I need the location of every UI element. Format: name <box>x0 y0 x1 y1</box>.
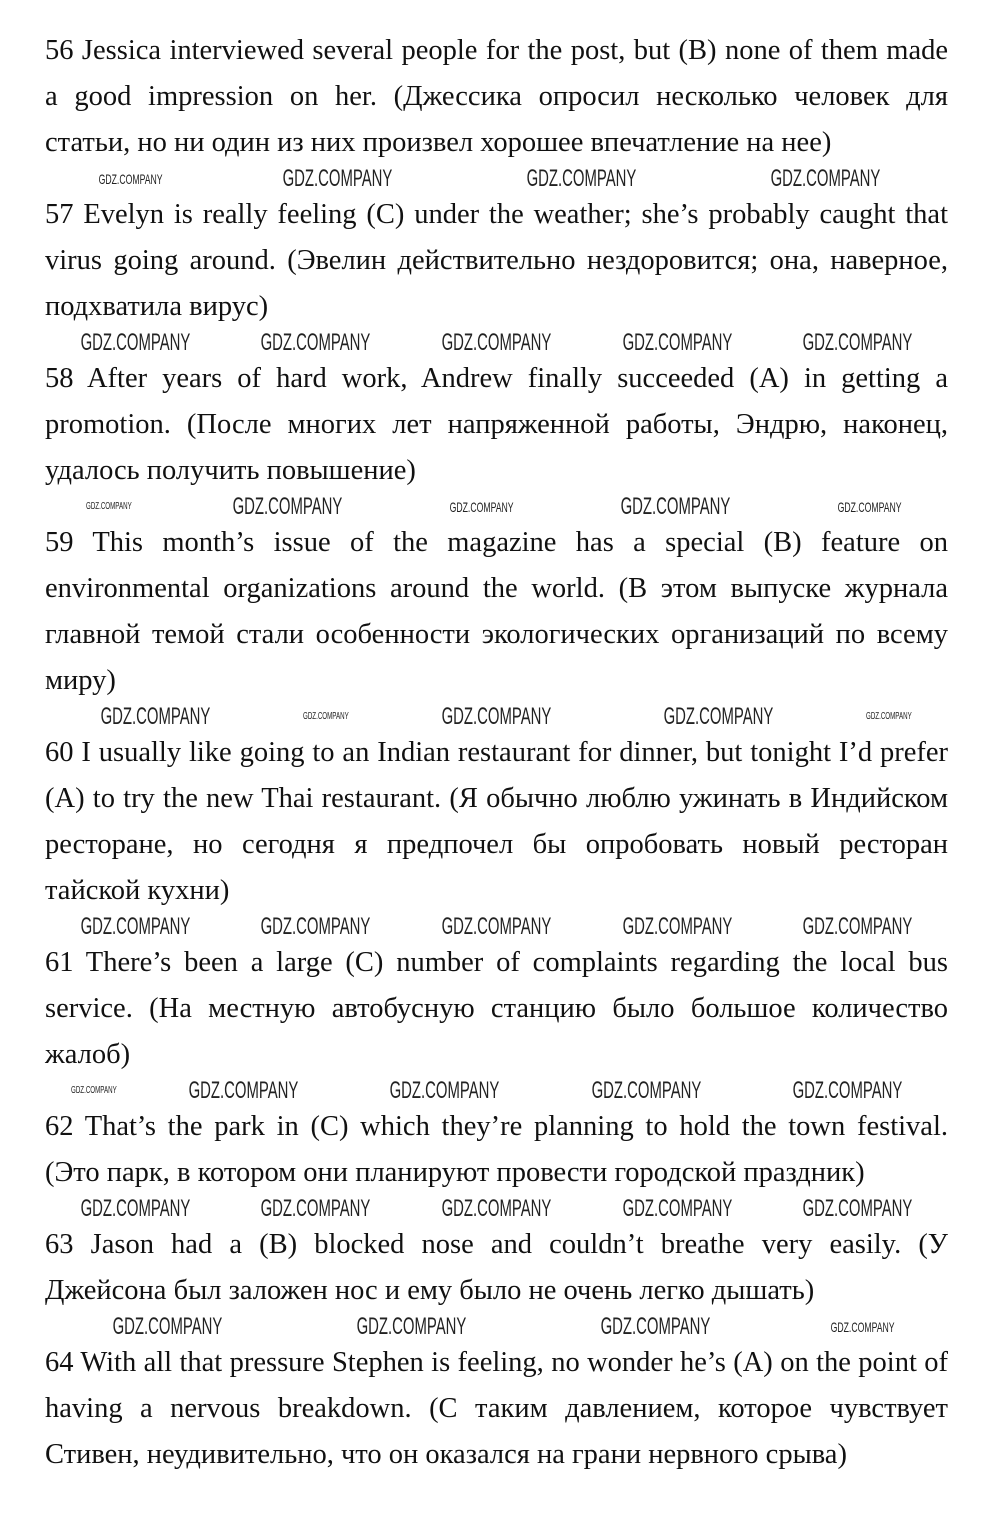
watermark-row <box>45 330 948 356</box>
watermark: GDZ.COMPANY <box>80 329 191 356</box>
watermark-row <box>45 494 948 520</box>
watermark: GDZ.COMPANY <box>80 1195 191 1222</box>
answer-57: 57 Evelyn is really feeling (C) under the weather; she’s probably caught that virus going around. (Эвелин действительно нездоровится; она, наверное, подхватила вирус) <box>45 199 948 322</box>
watermark: GDZ.COMPANY <box>261 913 371 940</box>
answer-58: 58 After years of hard work, Andrew finally succeeded (A) in getting a promotion. (После многих лет напряженной работы, Эндрю, наконец, удалось получить повышение) <box>45 363 948 486</box>
document-body <box>45 28 948 1478</box>
watermark: GDZ.COMPANY <box>526 165 637 192</box>
watermark: GDZ.COMPANY <box>261 329 371 356</box>
watermark: GDZ.COMPANY <box>591 1077 701 1104</box>
watermark: GDZ.COMPANY <box>390 1077 500 1104</box>
answer-64: 64 With all that pressure Stephen is feeling, no wonder he’s (A) on the point of having a nervous breakdown. (С таким давлением, которое чувствует Стивен, неудивительно, что он оказался на грани нервного срыва) <box>45 1347 948 1470</box>
answer-61: 61 There’s been a large (C) number of complaints regarding the local bus service. (На местную автобусную станцию было большое количество жалоб) <box>45 947 948 1070</box>
watermark: GDZ.COMPANY <box>802 913 913 940</box>
watermark: GDZ.COMPANY <box>356 1313 467 1340</box>
watermark: GDZ.COMPANY <box>188 1077 299 1104</box>
watermark: GDZ.COMPANY <box>98 171 163 187</box>
watermark-row <box>45 914 948 940</box>
watermark: GDZ.COMPANY <box>620 493 731 520</box>
watermark: GDZ.COMPANY <box>622 329 732 356</box>
watermark: GDZ.COMPANY <box>792 1077 903 1104</box>
watermark: GDZ.COMPANY <box>802 329 913 356</box>
watermark: GDZ.COMPANY <box>80 913 191 940</box>
watermark: GDZ.COMPANY <box>865 711 912 722</box>
watermark: GDZ.COMPANY <box>441 329 552 356</box>
watermark: GDZ.COMPANY <box>85 501 132 512</box>
watermark: GDZ.COMPANY <box>112 1313 222 1340</box>
watermark-row <box>45 704 948 730</box>
watermark: GDZ.COMPANY <box>282 165 393 192</box>
watermark: GDZ.COMPANY <box>71 1085 117 1096</box>
answer-60: 60 I usually like going to an Indian restaurant for dinner, but tonight I’d prefer (A) to try the new Thai restaurant. (Я обычно люблю ужинать в Индийском ресторане, но сегодня я предпочел бы опробовать новый ресторан тайской кухни) <box>45 737 948 906</box>
watermark: GDZ.COMPANY <box>101 703 211 730</box>
answer-56: 56 Jessica interviewed several people for the post, but (B) none of them made a good impression on her. (Джессика опросил несколько человек для статьи, но ни один из них произвел хорошее впечатление на нее) <box>45 35 948 158</box>
watermark-row <box>45 1078 948 1104</box>
watermark: GDZ.COMPANY <box>600 1313 711 1340</box>
watermark: GDZ.COMPANY <box>441 913 552 940</box>
watermark: GDZ.COMPANY <box>303 711 350 722</box>
watermark: GDZ.COMPANY <box>261 1195 371 1222</box>
watermark: GDZ.COMPANY <box>441 1195 552 1222</box>
watermark-row <box>45 1196 948 1222</box>
watermark: GDZ.COMPANY <box>622 1195 732 1222</box>
watermark: GDZ.COMPANY <box>830 1319 895 1335</box>
answer-63: 63 Jason had a (B) blocked nose and couldn’t breathe very easily. (У Джейсона был заложен нос и ему было не очень легко дышать) <box>45 1229 948 1306</box>
answer-62: 62 That’s the park in (C) which they’re planning to hold the town festival. (Это парк, в котором они планируют провести городской праздник) <box>45 1111 948 1188</box>
watermark: GDZ.COMPANY <box>802 1195 913 1222</box>
watermark: GDZ.COMPANY <box>233 493 343 520</box>
watermark-row <box>45 166 948 192</box>
watermark: GDZ.COMPANY <box>622 913 732 940</box>
watermark: GDZ.COMPANY <box>441 703 552 730</box>
answer-59: 59 This month’s issue of the magazine has a special (B) feature on environmental organizations around the world. (В этом выпуске журнала главной темой стали особенности экологических организаций по всему миру) <box>45 527 948 696</box>
watermark-row <box>45 1314 948 1340</box>
watermark: GDZ.COMPANY <box>449 499 514 515</box>
watermark: GDZ.COMPANY <box>771 165 881 192</box>
watermark: GDZ.COMPANY <box>837 499 902 515</box>
watermark: GDZ.COMPANY <box>663 703 774 730</box>
